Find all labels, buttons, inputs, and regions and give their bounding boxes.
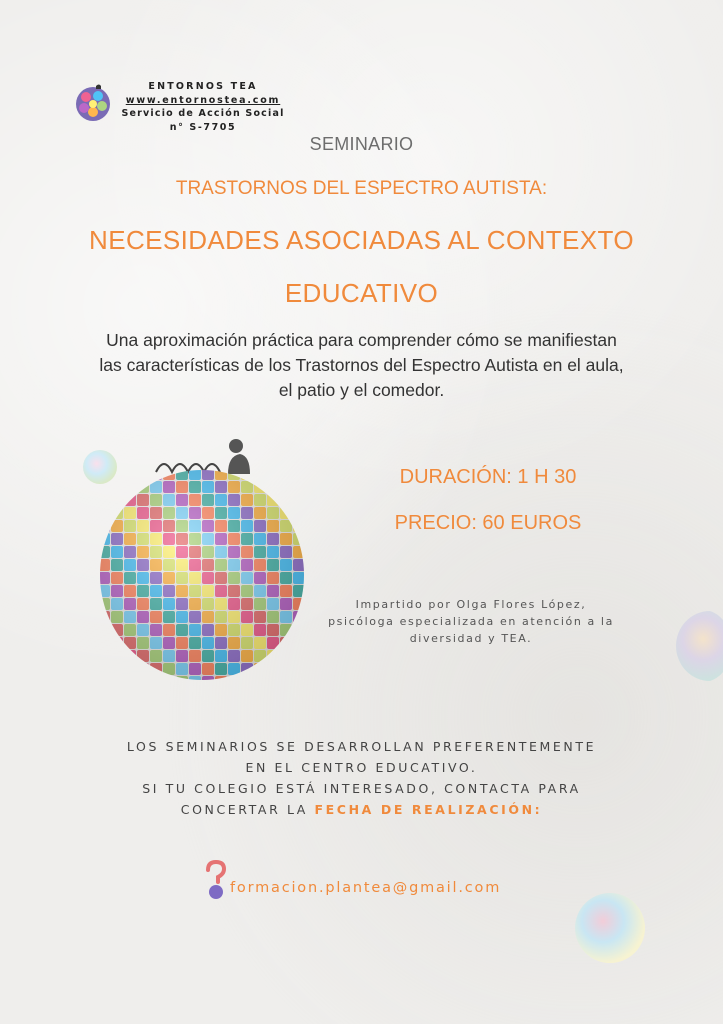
puzzle-globe-illustration-icon <box>98 468 306 682</box>
instructor-line: psicóloga especializada en atención a la <box>328 615 614 628</box>
footer-line-prefix: CONCERTAR LA <box>180 802 315 817</box>
decorative-puzzle-ball-icon <box>574 892 646 964</box>
description-line: Una aproximación práctica para comprender cómo se manifiestan <box>106 330 617 350</box>
seminar-description <box>50 328 673 403</box>
duration-label: DURACIÓN: 1 H 30 <box>399 466 577 488</box>
puzzle-globe-logo-icon <box>74 82 112 122</box>
org-service: Servicio de Acción Social <box>121 108 285 119</box>
date-highlight: FECHA DE REALIZACIÓN: <box>314 802 543 817</box>
seminar-label: SEMINARIO <box>309 134 414 154</box>
description-line: el patio y el comedor. <box>278 380 445 400</box>
footer-line: EN EL CENTRO EDUCATIVO. <box>245 760 478 775</box>
instructor-line: Impartido por Olga Flores López, <box>355 598 587 611</box>
org-registry: n° S-7705 <box>169 121 237 133</box>
contact-email-link[interactable]: formacion.plantea@gmail.com <box>230 880 502 896</box>
question-mark-icon <box>204 860 228 900</box>
instructor-line: diversidad y TEA. <box>409 632 533 645</box>
footer-line <box>40 799 683 820</box>
seminar-title-line2: EDUCATIVO <box>284 278 439 308</box>
seminar-title-line1: NECESIDADES ASOCIADAS AL CONTEXTO <box>89 225 634 255</box>
price-label: PRECIO: 60 EUROS <box>394 512 582 534</box>
footer-line: LOS SEMINARIOS SE DESARROLLAN PREFERENTEMENTE <box>126 739 597 754</box>
org-website-link[interactable]: www.entornostea.com <box>125 94 281 106</box>
instructor-info <box>286 596 656 647</box>
footer-info <box>40 736 683 820</box>
organization-block <box>118 80 288 134</box>
decorative-puzzle-ball-icon <box>674 610 723 682</box>
footer-line: SI TU COLEGIO ESTÁ INTERESADO, CONTACTA PARA <box>142 781 581 796</box>
org-name: ENTORNOS TEA <box>148 81 258 92</box>
seminar-subtitle: TRASTORNOS DEL ESPECTRO AUTISTA: <box>175 178 548 199</box>
description-line: las características de los Trastornos del Espectro Autista en el aula, <box>99 355 624 375</box>
